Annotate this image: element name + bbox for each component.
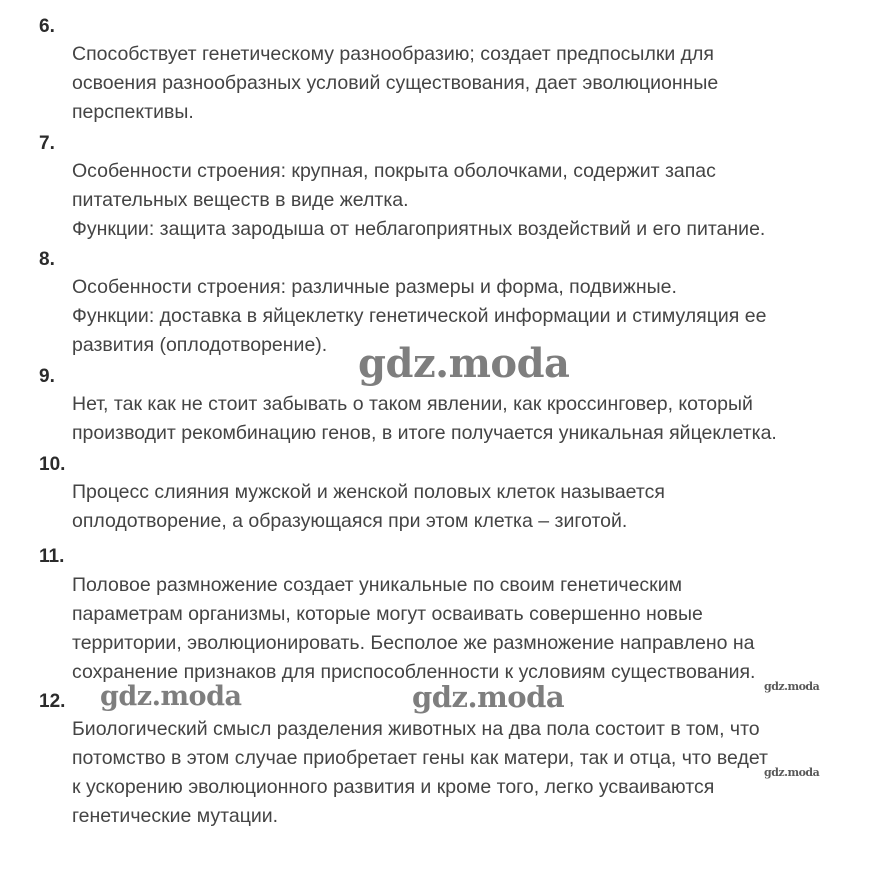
answer-text xyxy=(72,390,777,448)
answer-line: Половое размножение создает уникальные по своим генетическим xyxy=(72,574,683,596)
answer-line: Биологический смысл разделения животных на два пола состоит в том, что xyxy=(72,718,760,740)
answer-number: 7. xyxy=(39,133,55,154)
answer-number: 8. xyxy=(39,249,55,270)
answer-number: 6. xyxy=(39,16,55,37)
answer-number: 12. xyxy=(39,691,66,712)
answer-line: развития (оплодотворение). xyxy=(72,334,328,356)
answer-line: к ускорению эволюционного развития и кроме того, легко усваиваются xyxy=(72,776,715,798)
watermark: gdz.moda xyxy=(764,766,820,779)
watermark: gdz.moda xyxy=(358,340,570,387)
answer-text xyxy=(72,478,665,536)
answer-number: 9. xyxy=(39,366,55,387)
answer-line: сохранение признаков для приспособленности к условиям существования. xyxy=(72,661,756,683)
answer-text xyxy=(72,571,755,687)
answer-line: Особенности строения: различные размеры и форма, подвижные. xyxy=(72,276,677,298)
answer-line: питательных веществ в виде желтка. xyxy=(72,189,409,211)
answer-text xyxy=(72,40,718,127)
watermark: gdz.moda xyxy=(764,680,820,693)
answer-number: 10. xyxy=(39,454,66,475)
answer-line: территории, эволюционировать. Бесполое же размножение направлено на xyxy=(72,632,755,654)
watermark: gdz.moda xyxy=(412,680,565,714)
answer-line: производит рекомбинацию генов, в итоге получается уникальная яйцеклетка. xyxy=(72,422,777,444)
answer-text xyxy=(72,715,768,831)
answer-line: Функции: защита зародыша от неблагоприятных воздействий и его питание. xyxy=(72,218,766,240)
answer-line: Функции: доставка в яйцеклетку генетической информации и стимуляция ее xyxy=(72,305,767,327)
answer-number: 11. xyxy=(39,546,65,567)
answer-line: параметрам организмы, которые могут осваивать совершенно новые xyxy=(72,603,703,625)
answer-line: генетические мутации. xyxy=(72,805,279,827)
answer-line: потомство в этом случае приобретает гены как матери, так и отца, что ведет xyxy=(72,747,768,769)
answer-text xyxy=(72,157,765,244)
watermark: gdz.moda xyxy=(100,681,242,712)
answer-line: освоения разнообразных условий существования, дает эволюционные xyxy=(72,72,719,94)
answer-line: Способствует генетическому разнообразию; создает предпосылки для xyxy=(72,43,714,65)
answer-line: Нет, так как не стоит забывать о таком явлении, как кроссинговер, который xyxy=(72,393,753,415)
answer-line: Особенности строения: крупная, покрыта оболочками, содержит запас xyxy=(72,160,716,182)
answer-line: перспективы. xyxy=(72,101,194,123)
answer-text xyxy=(72,273,766,360)
answer-line: оплодотворение, а образующаяся при этом клетка – зиготой. xyxy=(72,510,628,532)
answer-line: Процесс слияния мужской и женской половых клеток называется xyxy=(72,481,665,503)
